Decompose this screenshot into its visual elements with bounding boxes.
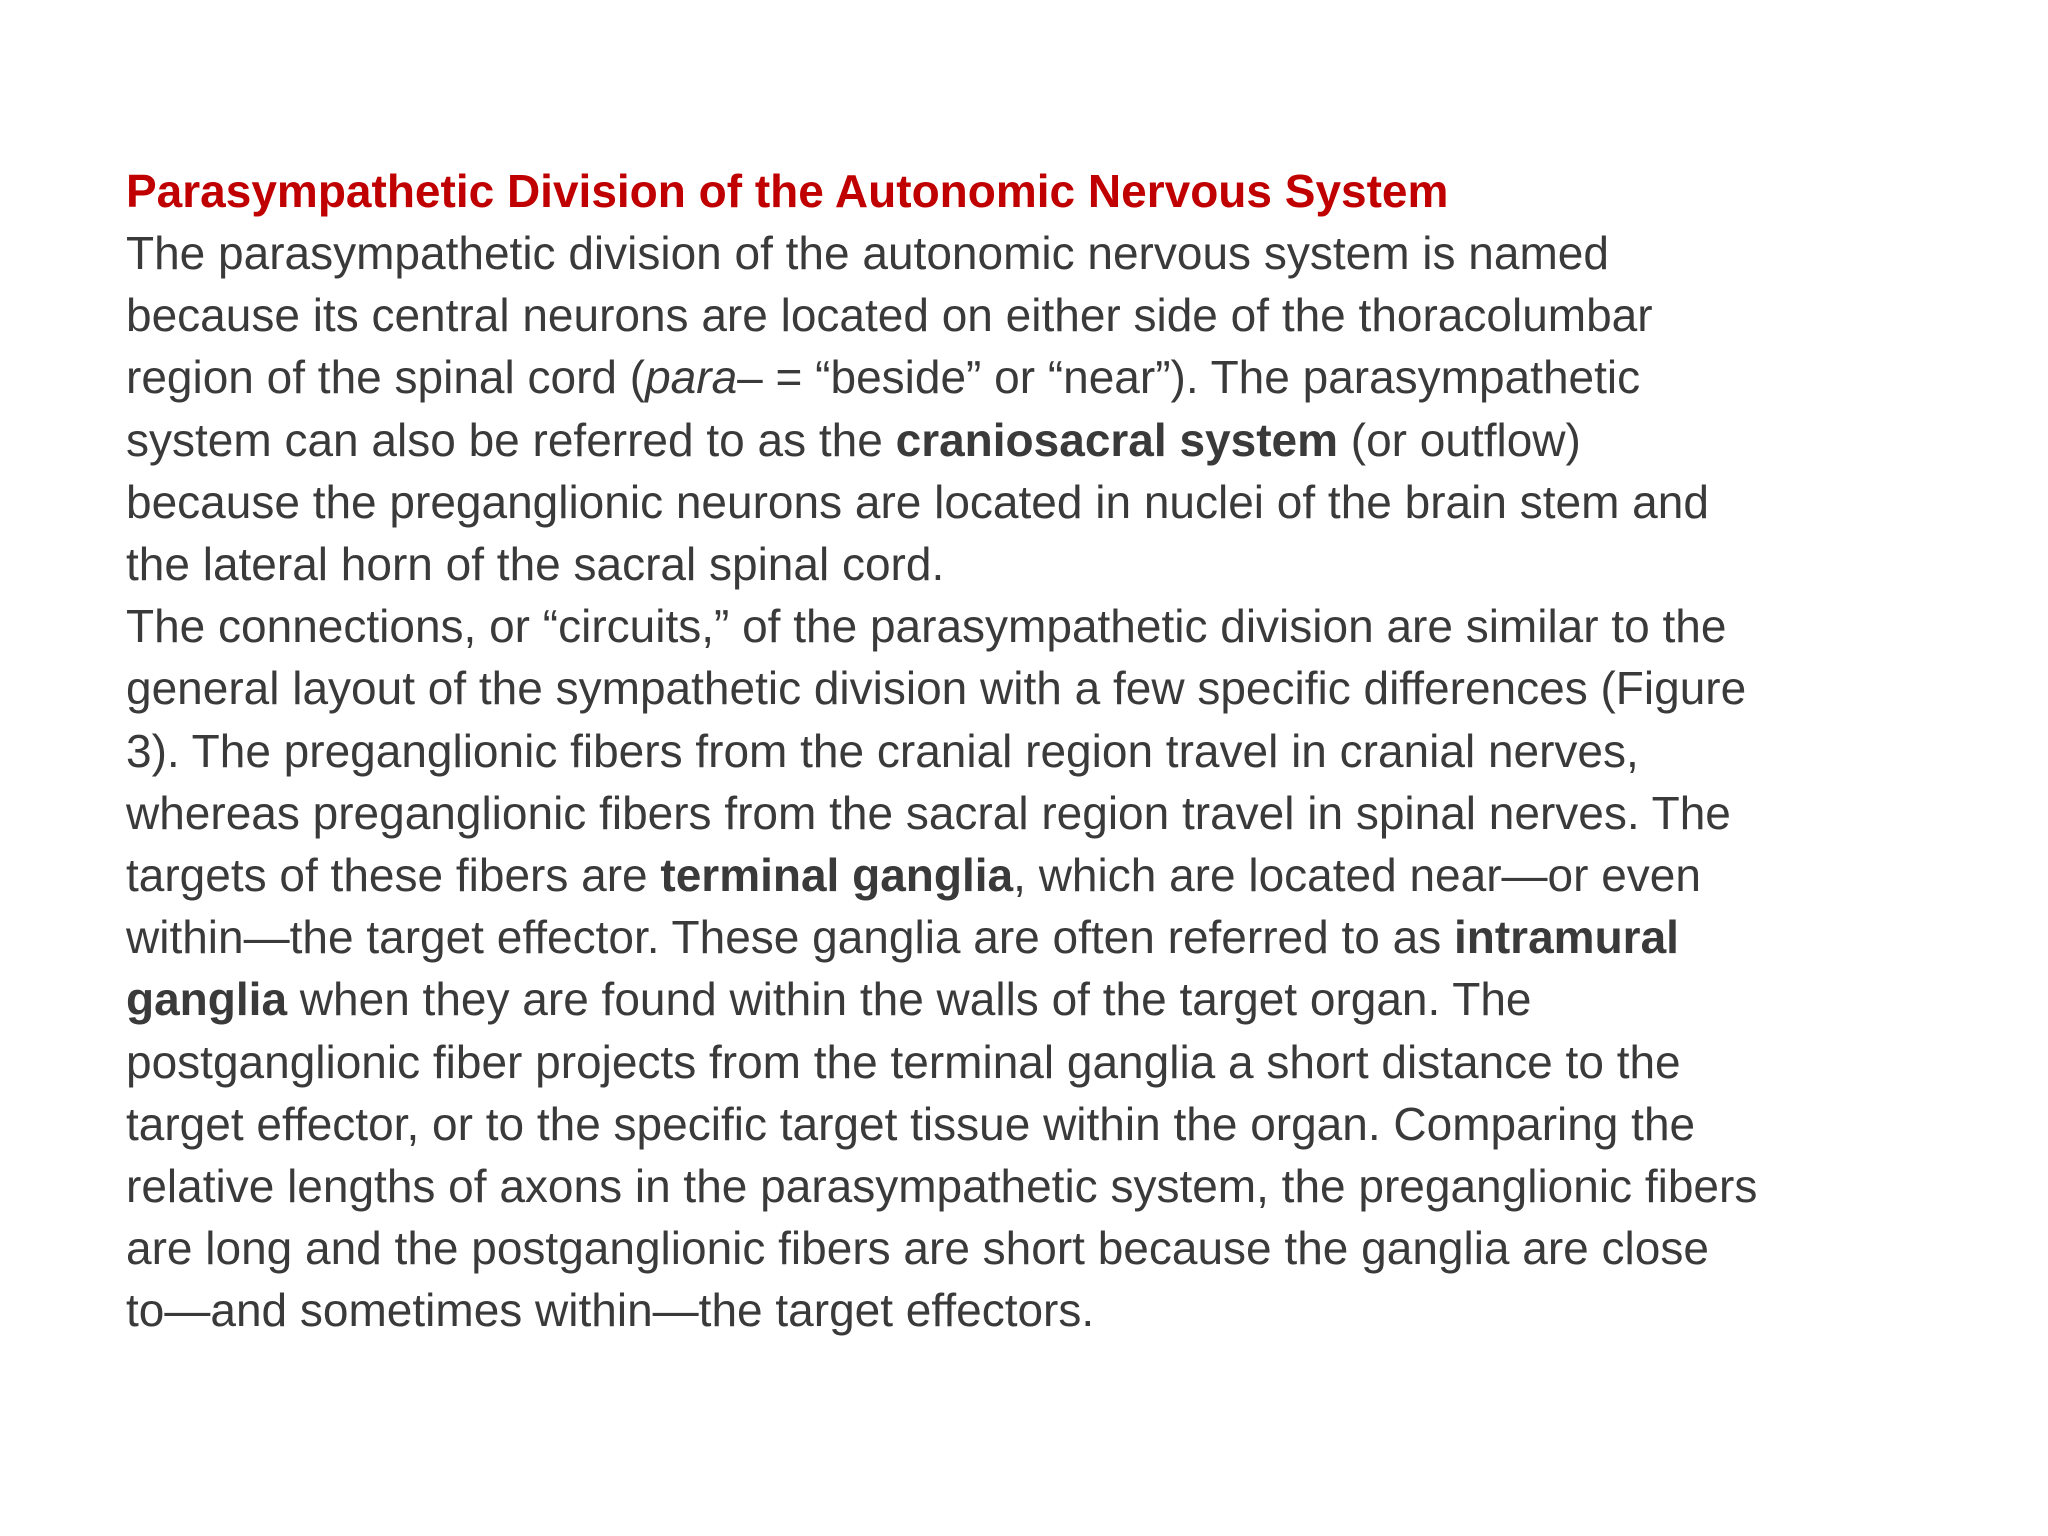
text-line	[126, 346, 1986, 408]
text-line: postganglionic fiber projects from the terminal ganglia a short distance to the	[126, 1035, 1681, 1088]
bold-term-intramural: intramural	[1453, 911, 1679, 964]
text-line: are long and the postganglionic fibers are short because the ganglia are close	[126, 1222, 1709, 1275]
bold-term-craniosacral-system: craniosacral system	[895, 413, 1338, 466]
paragraph-craniosacral	[126, 222, 1986, 595]
text-line: to—and sometimes within—the target effectors.	[126, 1284, 1095, 1337]
text-line	[126, 906, 1986, 968]
text-line	[126, 409, 1986, 471]
text-run: targets of these fibers are	[126, 849, 661, 902]
text-line: target effector, or to the specific target tissue within the organ. Comparing the	[126, 1097, 1696, 1150]
text-run: system can also be referred to as the	[126, 413, 896, 466]
text-run: , which are located near—or even	[1013, 849, 1701, 902]
paragraph-circuits	[126, 595, 1986, 1341]
italic-term-para: para	[645, 351, 738, 404]
text-run: (or outflow)	[1338, 413, 1581, 466]
text-line: general layout of the sympathetic division with a few specific differences (Figure	[126, 662, 1747, 715]
bold-term-terminal-ganglia: terminal ganglia	[660, 849, 1014, 902]
text-run: region of the spinal cord (	[126, 351, 646, 404]
text-line: the lateral horn of the sacral spinal cord.	[126, 538, 945, 591]
text-line: The parasympathetic division of the autonomic nervous system is named	[126, 227, 1609, 279]
text-line	[126, 844, 1986, 906]
text-line: The connections, or “circuits,” of the parasympathetic division are similar to the	[126, 600, 1727, 653]
text-line: relative lengths of axons in the parasympathetic system, the preganglionic fibers	[126, 1160, 1758, 1213]
text-run: within—the target effector. These ganglia are often referred to as	[126, 911, 1454, 964]
text-line: because its central neurons are located on either side of the thoracolumbar	[126, 289, 1653, 342]
bold-term-ganglia: ganglia	[126, 973, 288, 1026]
text-line: because the preganglionic neurons are located in nuclei of the brain stem and	[126, 475, 1709, 528]
text-line: 3). The preganglionic fibers from the cranial region travel in cranial nerves,	[126, 724, 1639, 777]
text-run: – = “beside” or “near”). The parasympathetic	[737, 351, 1641, 404]
slide-content	[126, 160, 1986, 1342]
text-line: whereas preganglionic fibers from the sacral region travel in spinal nerves. The	[126, 786, 1731, 839]
text-run: when they are found within the walls of the target organ. The	[287, 973, 1532, 1026]
slide-title: Parasympathetic Division of the Autonomic Nervous System	[126, 165, 1449, 217]
text-line	[126, 968, 1986, 1030]
